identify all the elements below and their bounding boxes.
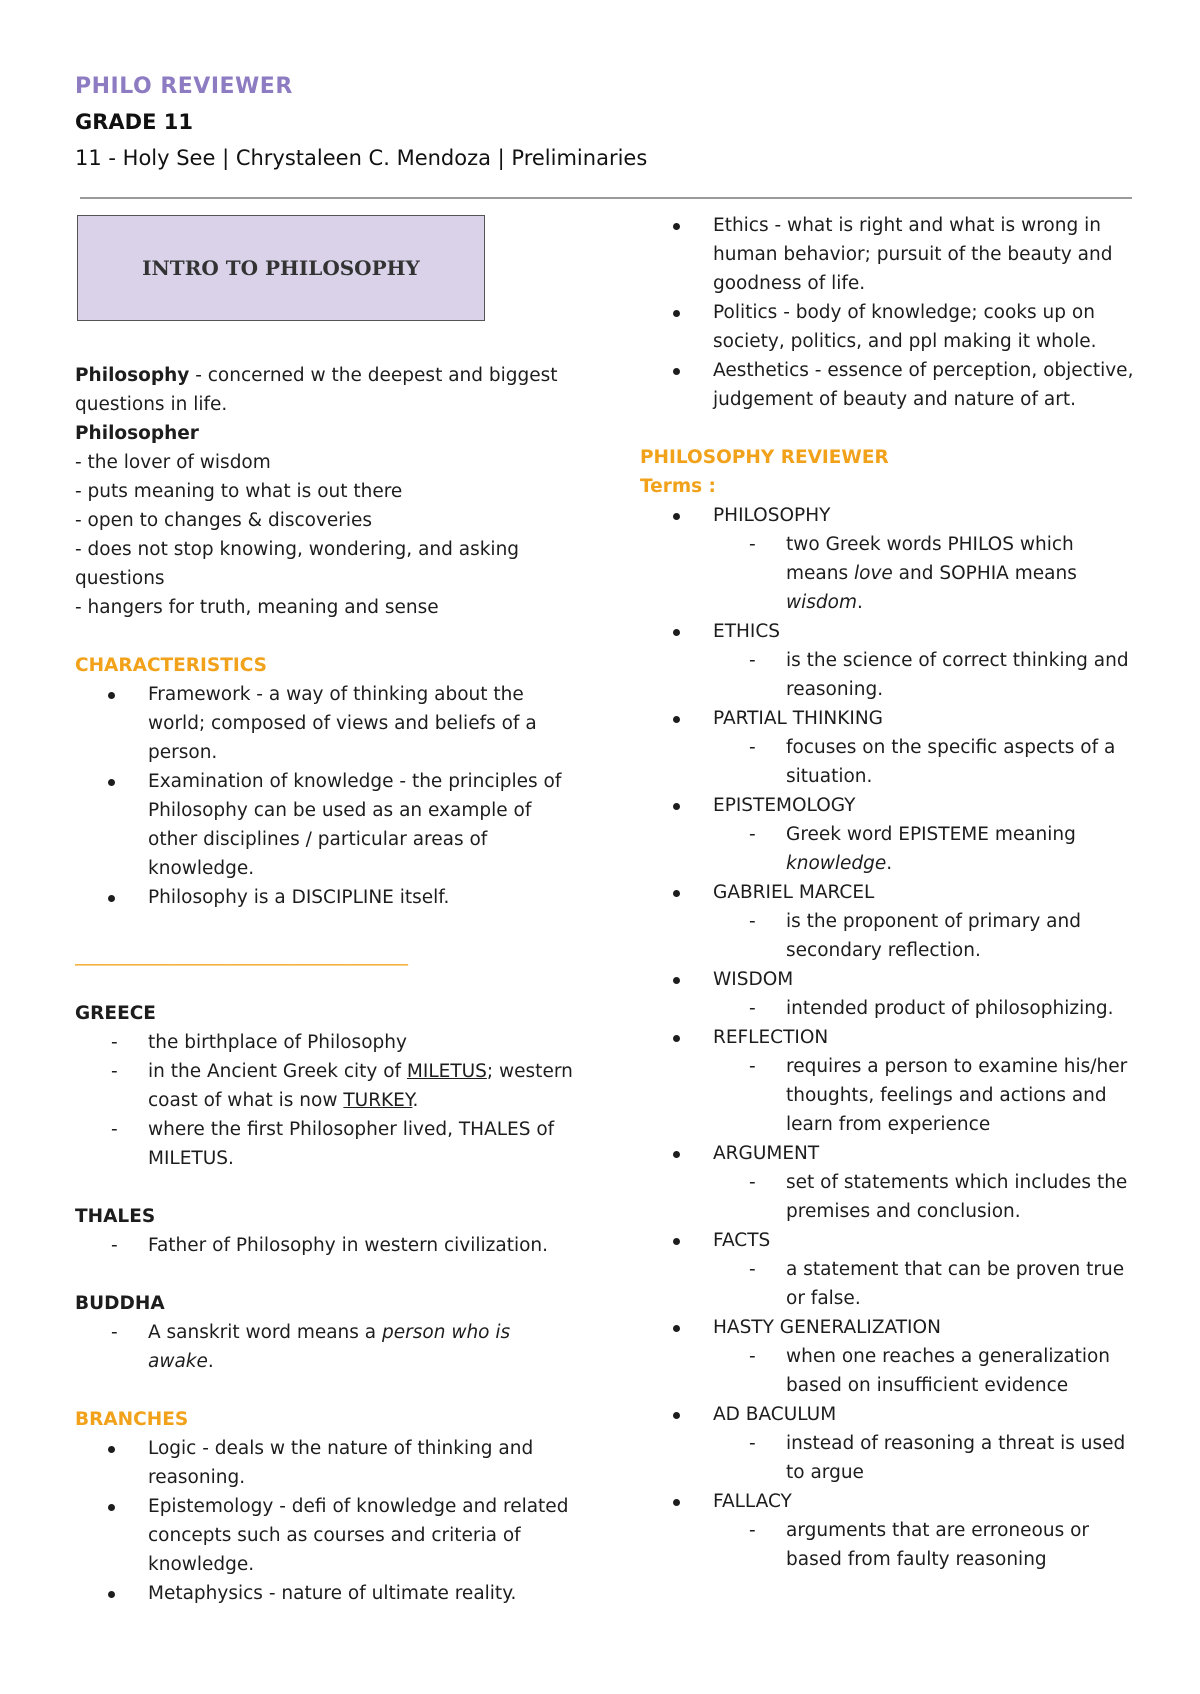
list-item: Framework - a way of thinking about the world; composed of views and beliefs of a person. <box>75 680 575 767</box>
buddha-list <box>75 1318 575 1376</box>
right-column <box>640 211 1140 1574</box>
greece-list <box>75 1028 575 1173</box>
document-title: PHILO REVIEWER <box>75 74 293 99</box>
term-item: ARGUMENT <box>640 1139 1140 1168</box>
intro-title-box <box>77 215 485 321</box>
terms-label: Terms : <box>640 476 716 497</box>
term-item: HASTY GENERALIZATION <box>640 1313 1140 1342</box>
list-item: - Father of Philosophy in western civilization. <box>75 1231 575 1260</box>
list-item: - is the science of correct thinking and reasoning. <box>640 646 1140 704</box>
grade-label: GRADE 11 <box>75 110 193 134</box>
list-item: - A sanskrit word means a person who is awake. <box>75 1318 575 1376</box>
list-item: Metaphysics - nature of ultimate reality. <box>75 1579 575 1608</box>
term-item: PARTIAL THINKING <box>640 704 1140 733</box>
list-item: - instead of reasoning a threat is used to argue <box>640 1429 1140 1487</box>
document-header <box>75 70 1135 176</box>
terms-list <box>640 501 1140 530</box>
philosopher-line: - open to changes & discoveries <box>75 510 373 531</box>
list-item: Logic - deals w the nature of thinking and reasoning. <box>75 1434 575 1492</box>
list-item: - set of statements which includes the premises and conclusion. <box>640 1168 1140 1226</box>
characteristics-list <box>75 680 575 912</box>
list-item: - Greek word EPISTEME meaning knowledge. <box>640 820 1140 878</box>
term-item: WISDOM <box>640 965 1140 994</box>
list-item: Aesthetics - essence of perception, objective, judgement of beauty and nature of art. <box>640 356 1140 414</box>
list-item: - two Greek words PHILOS which means love and SOPHIA means wisdom. <box>640 530 1140 617</box>
reviewer-heading: PHILOSOPHY REVIEWER <box>640 447 889 468</box>
list-item: Philosophy is a DISCIPLINE itself. <box>75 883 575 912</box>
term-item: FALLACY <box>640 1487 1140 1516</box>
term-item: ETHICS <box>640 617 1140 646</box>
characteristics-heading: CHARACTERISTICS <box>75 655 267 676</box>
list-item: - intended product of philosophizing. <box>640 994 1140 1023</box>
list-item: - where the first Philosopher lived, THALES of MILETUS. <box>75 1115 575 1173</box>
list-item: Examination of knowledge - the principles of Philosophy can be used as an example of other disciplines / particular areas of knowledge. <box>75 767 575 883</box>
term-item: PHILOSOPHY <box>640 501 1140 530</box>
branches-heading: BRANCHES <box>75 1409 189 1430</box>
list-item: - focuses on the specific aspects of a situation. <box>640 733 1140 791</box>
left-column <box>75 215 575 1608</box>
section-divider: ____________________________________ <box>75 945 408 966</box>
philosopher-heading: Philosopher <box>75 423 199 444</box>
term-definition <box>640 530 1140 617</box>
philosophy-definition: Philosophy - concerned w the deepest and biggest questions in life. <box>75 365 558 415</box>
greece-heading: GREECE <box>75 1003 156 1024</box>
list-item: - a statement that can be proven true or false. <box>640 1255 1140 1313</box>
thales-heading: THALES <box>75 1206 156 1227</box>
list-item: Politics - body of knowledge; cooks up on society, politics, and ppl making it whole. <box>640 298 1140 356</box>
term-item: REFLECTION <box>640 1023 1140 1052</box>
thales-list <box>75 1231 575 1260</box>
philosopher-line: - puts meaning to what is out there <box>75 481 403 502</box>
list-item: Epistemology - defi of knowledge and related concepts such as courses and criteria of knowledge. <box>75 1492 575 1579</box>
philosopher-line: - does not stop knowing, wondering, and asking questions <box>75 539 520 589</box>
philosopher-line: - hangers for truth, meaning and sense <box>75 597 439 618</box>
list-item: - in the Ancient Greek city of MILETUS; western coast of what is now TURKEY. <box>75 1057 575 1115</box>
list-item: - requires a person to examine his/her thoughts, feelings and actions and learn from experience <box>640 1052 1140 1139</box>
intro-title: INTRO TO PHILOSOPHY <box>142 255 420 280</box>
branches-list <box>75 1434 575 1608</box>
list-item: - arguments that are erroneous or based from faulty reasoning <box>640 1516 1140 1574</box>
list-item: - the birthplace of Philosophy <box>75 1028 575 1057</box>
branches-list-continued <box>640 211 1140 414</box>
list-item: - when one reaches a generalization based on insufficient evidence <box>640 1342 1140 1400</box>
list-item: - is the proponent of primary and secondary reflection. <box>640 907 1140 965</box>
term-item: EPISTEMOLOGY <box>640 791 1140 820</box>
buddha-heading: BUDDHA <box>75 1293 165 1314</box>
term-item: FACTS <box>640 1226 1140 1255</box>
term-item: AD BACULUM <box>640 1400 1140 1429</box>
header-divider <box>80 197 1132 199</box>
document-subtitle: 11 - Holy See | Chrystaleen C. Mendoza | Preliminaries <box>75 146 648 170</box>
philosopher-line: - the lover of wisdom <box>75 452 271 473</box>
term-item: GABRIEL MARCEL <box>640 878 1140 907</box>
list-item: Ethics - what is right and what is wrong in human behavior; pursuit of the beauty and goodness of life. <box>640 211 1140 298</box>
